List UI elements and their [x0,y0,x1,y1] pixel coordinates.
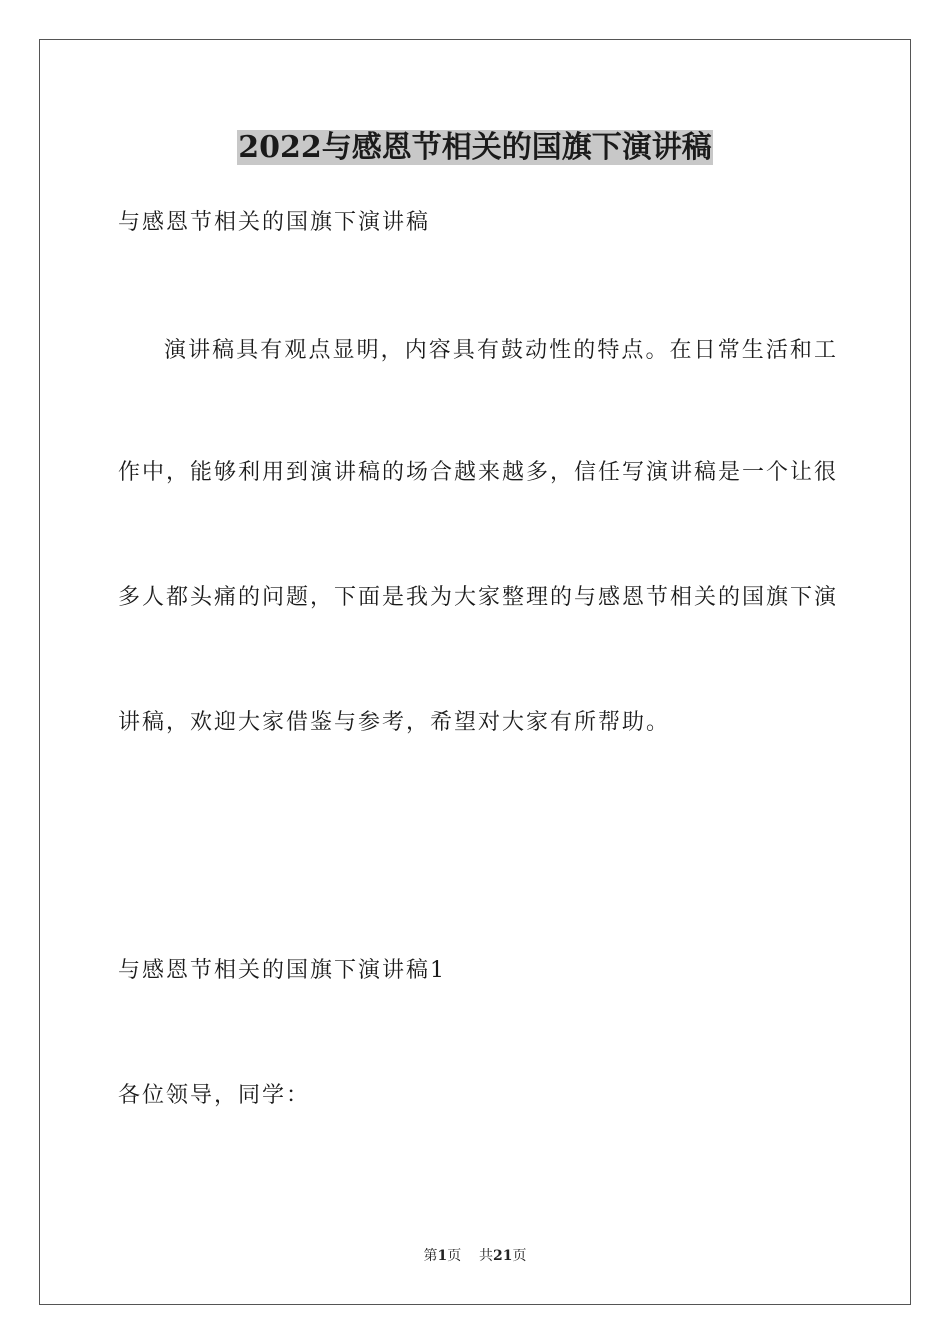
paragraph-line-1: 演讲稿具有观点显明，内容具有鼓动性的特点。在日常生活和工 [164,338,838,363]
paragraph-line-3: 多人都头痛的问题，下面是我为大家整理的与感恩节相关的国旗下演 [118,585,839,610]
footer-total-prefix: 共 [479,1248,494,1264]
footer-total-pages: 21 [493,1248,513,1264]
paragraph-line-4: 讲稿，欢迎大家借鉴与参考，希望对大家有所帮助。 [118,710,671,735]
document-title [0,128,950,168]
footer-page-prefix: 第 [423,1248,438,1264]
footer-total-suffix: 页 [512,1248,527,1264]
document-subtitle: 与感恩节相关的国旗下演讲稿 [118,210,431,235]
section-heading: 与感恩节相关的国旗下演讲稿1 [118,958,446,983]
page-footer [0,1246,950,1266]
document-title-text: 2022与感恩节相关的国旗下演讲稿 [238,130,712,165]
salutation: 各位领导，同学： [118,1083,311,1108]
paragraph-line-2: 作中，能够利用到演讲稿的场合越来越多，信任写演讲稿是一个让很 [118,460,839,485]
footer-page-suffix: 页 [447,1248,462,1264]
footer-page-number: 1 [437,1248,448,1264]
